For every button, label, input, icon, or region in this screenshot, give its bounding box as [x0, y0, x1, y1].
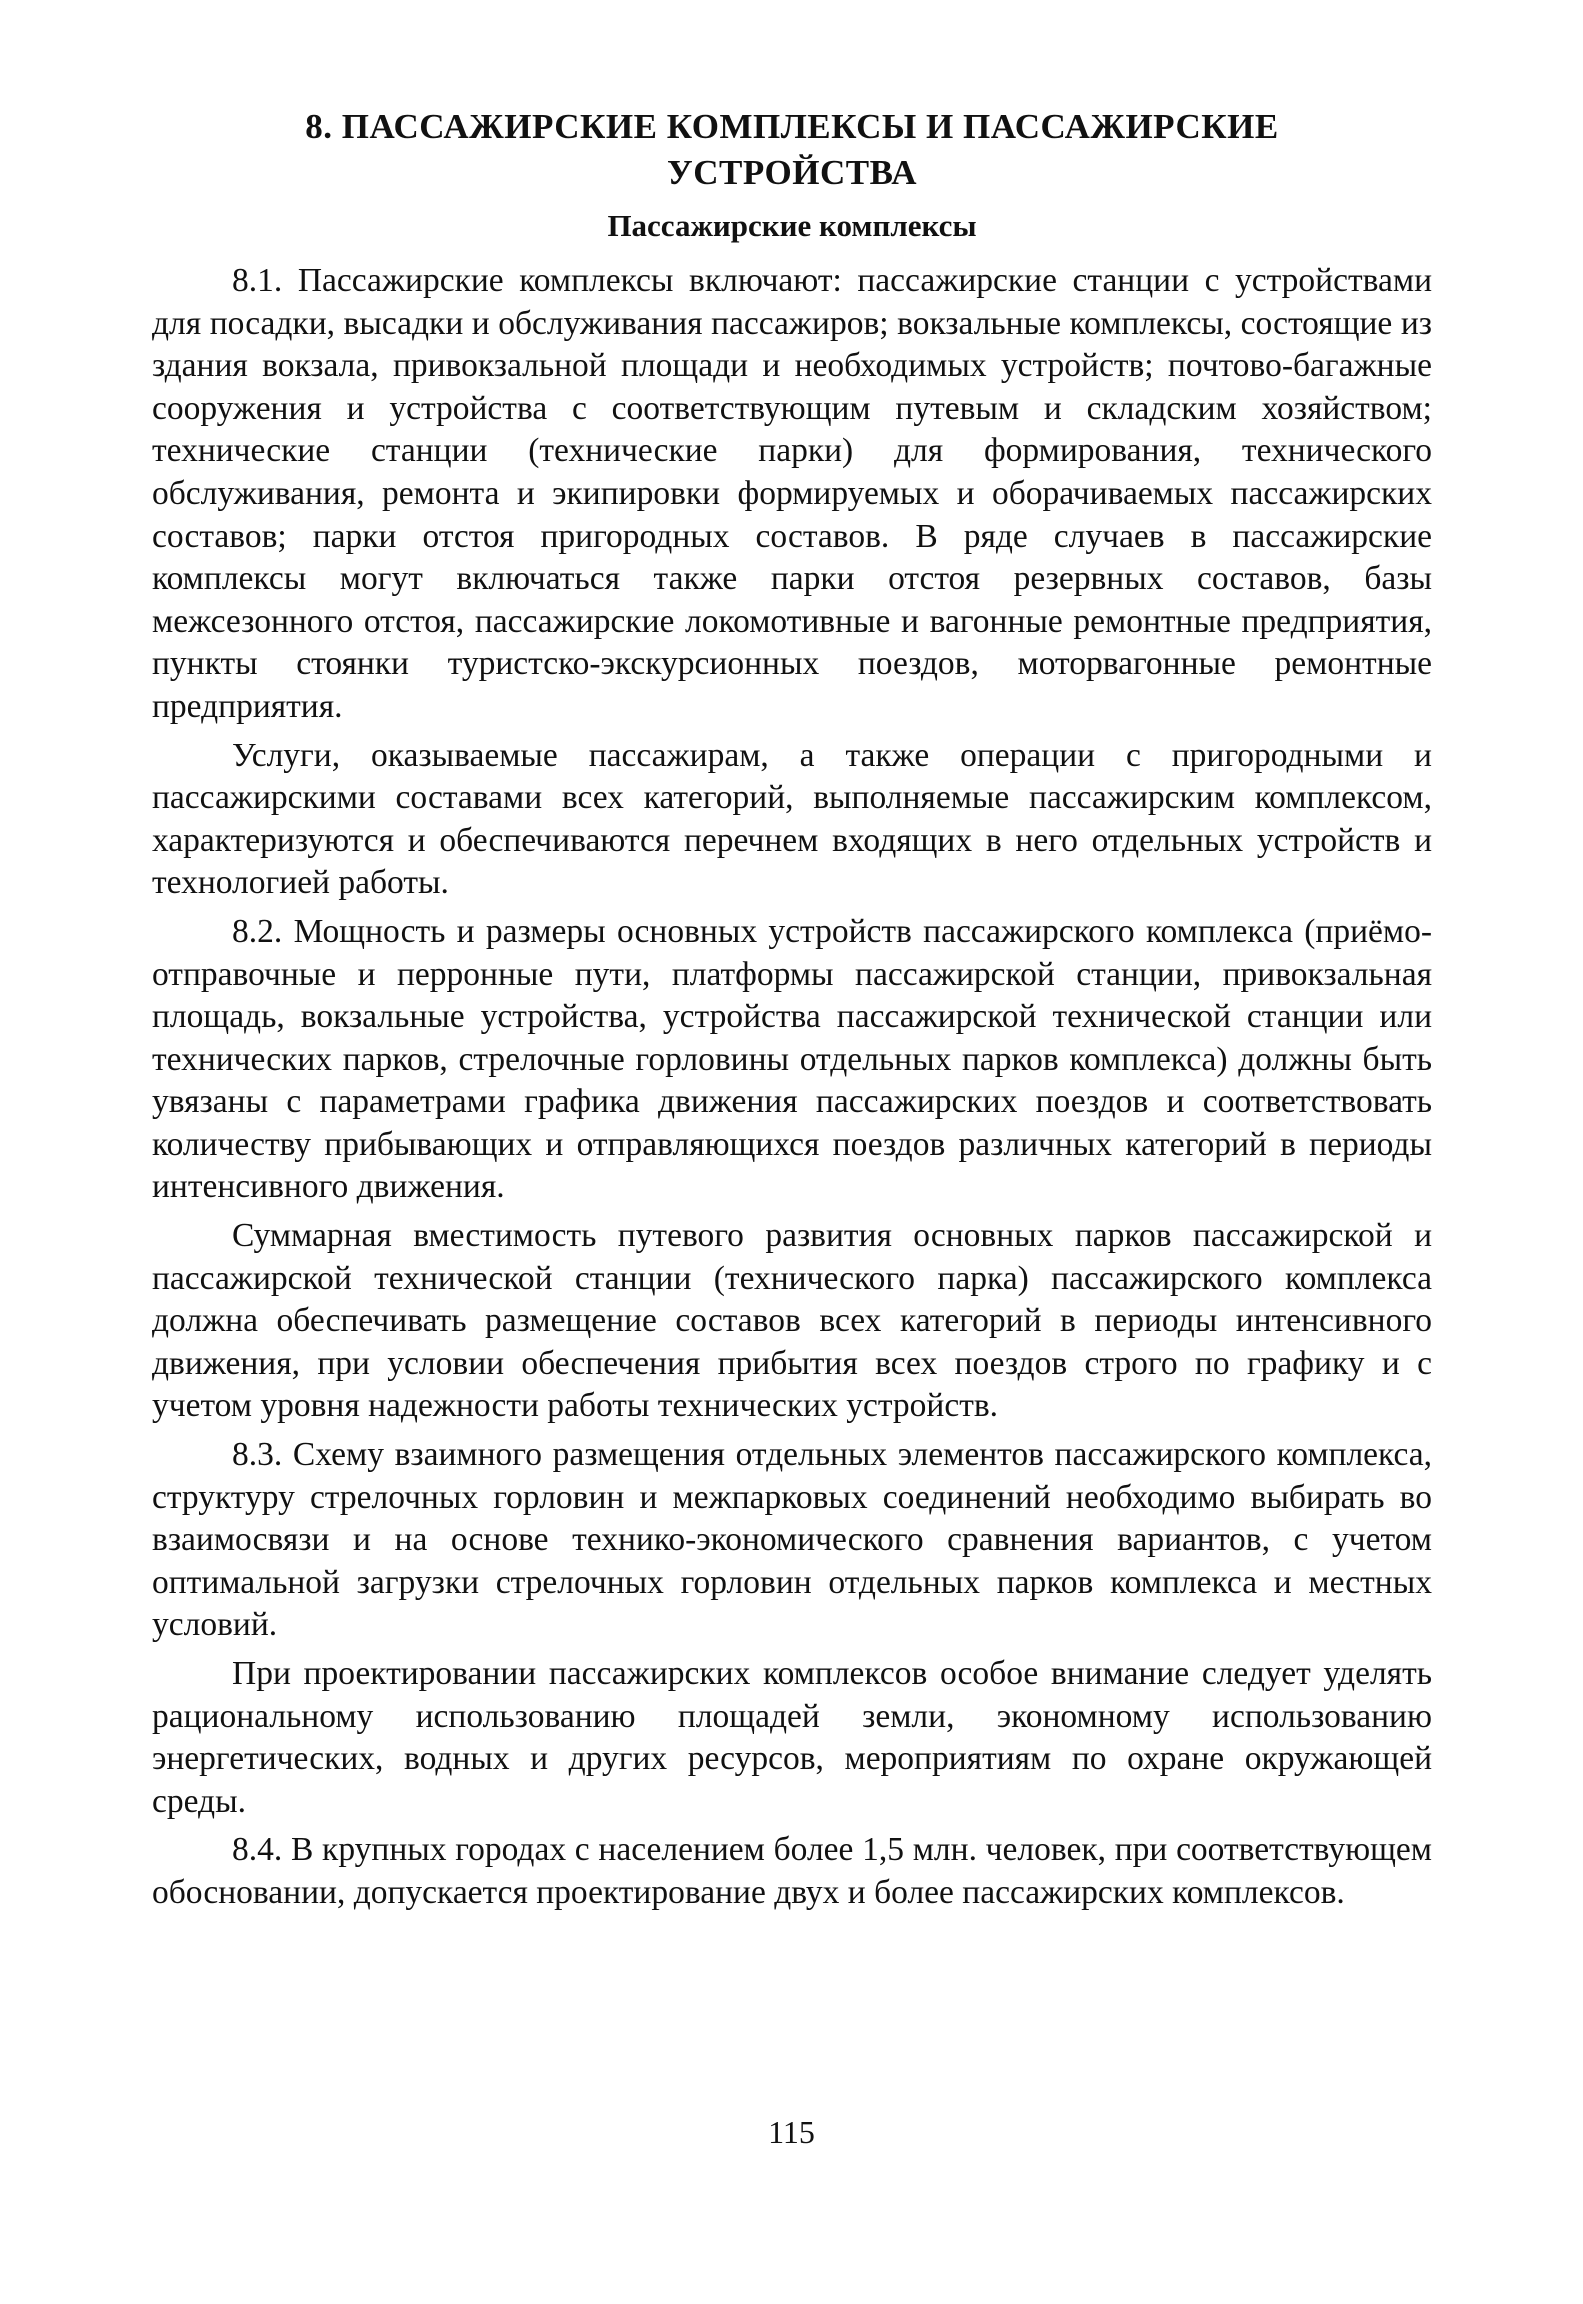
paragraph-8-3: 8.3. Схему взаимного размещения отдельных элементов пассажирского комплекса, структуру стрелочных горловин и межпарковых соединений необходимо выбирать во взаимосвязи и на основе технико-экономического сравнения вариантов, с учетом оптимальной загрузки стрелочных горловин отдельных парков комплекса и местных условий. — [152, 1436, 1432, 1644]
paragraph-8-2: 8.2. Мощность и размеры основных устройств пассажирского комплекса (приёмо-отправочные и перронные пути, платформы пассажирской станции, привокзальная площадь, вокзальные устройства, устройства пассажирской технической станции или технических парков, стрелочные горловины отдельных парков комплекса) должны быть увязаны с параметрами графика движения пассажирских поездов и соответствовать количеству прибывающих и отправляющихся поездов различных категорий в периоды интенсивного движения. — [152, 912, 1432, 1206]
paragraph-services: Услуги, оказываемые пассажирам, а также операции с пригородными и пассажирскими составами всех категорий, выполняемые пассажирским комплексом, характеризуются и обеспечиваются перечнем входящих в него отдельных устройств и технологией работы. — [152, 736, 1432, 902]
chapter-title-line-1: 8. ПАССАЖИРСКИЕ КОМПЛЕКСЫ И ПАССАЖИРСКИЕ — [305, 107, 1279, 146]
paragraph-8-1: 8.1. Пассажирские комплексы включают: пассажирские станции с устройствами для посадки, высадки и обслуживания пассажиров; вокзальные комплексы, состоящие из здания вокзала, привокзальной площади и необходимых устройств; почтово-багажные сооружения и устройства с соответствующим путевым и складским хозяйством; технические станции (технические парки) для формирования, технического обслуживания, ремонта и экипировки формируемых и оборачиваемых пассажирских составов; парки отстоя пригородных составов. В ряде случаев в пассажирские комплексы могут включаться также парки отстоя резервных составов, базы межсезонного отстоя, пассажирские локомотивные и вагонные ремонтные предприятия, пункты стоянки туристско-экскурсионных поездов, моторвагонные ремонтные предприятия. — [152, 262, 1432, 725]
page-number: 115 — [768, 2114, 815, 2150]
section-title: Пассажирские комплексы — [607, 208, 977, 243]
chapter-title — [152, 104, 1432, 196]
document-page — [152, 104, 1432, 1921]
paragraph-design: При проектировании пассажирских комплексов особое внимание следует уделять рациональному использованию площадей земли, экономному использованию энергетических, водных и других ресурсов, мероприятиям по охране окружающей среды. — [152, 1655, 1432, 1820]
paragraph-8-4: 8.4. В крупных городах с населением более 1,5 млн. человек, при соответствующем обосновании, допускается проектирование двух и более пассажирских комплексов. — [152, 1831, 1432, 1911]
chapter-title-line-2: УСТРОЙСТВА — [667, 153, 917, 192]
paragraph-capacity: Суммарная вместимость путевого развития основных парков пассажирской и пассажирской технической станции (технического парка) пассажирского комплекса должна обеспечивать размещение составов всех категорий в периоды интенсивного движения, при условии обеспечения прибытия всех поездов строго по графику и с учетом уровня надежности работы технических устройств. — [152, 1217, 1432, 1425]
